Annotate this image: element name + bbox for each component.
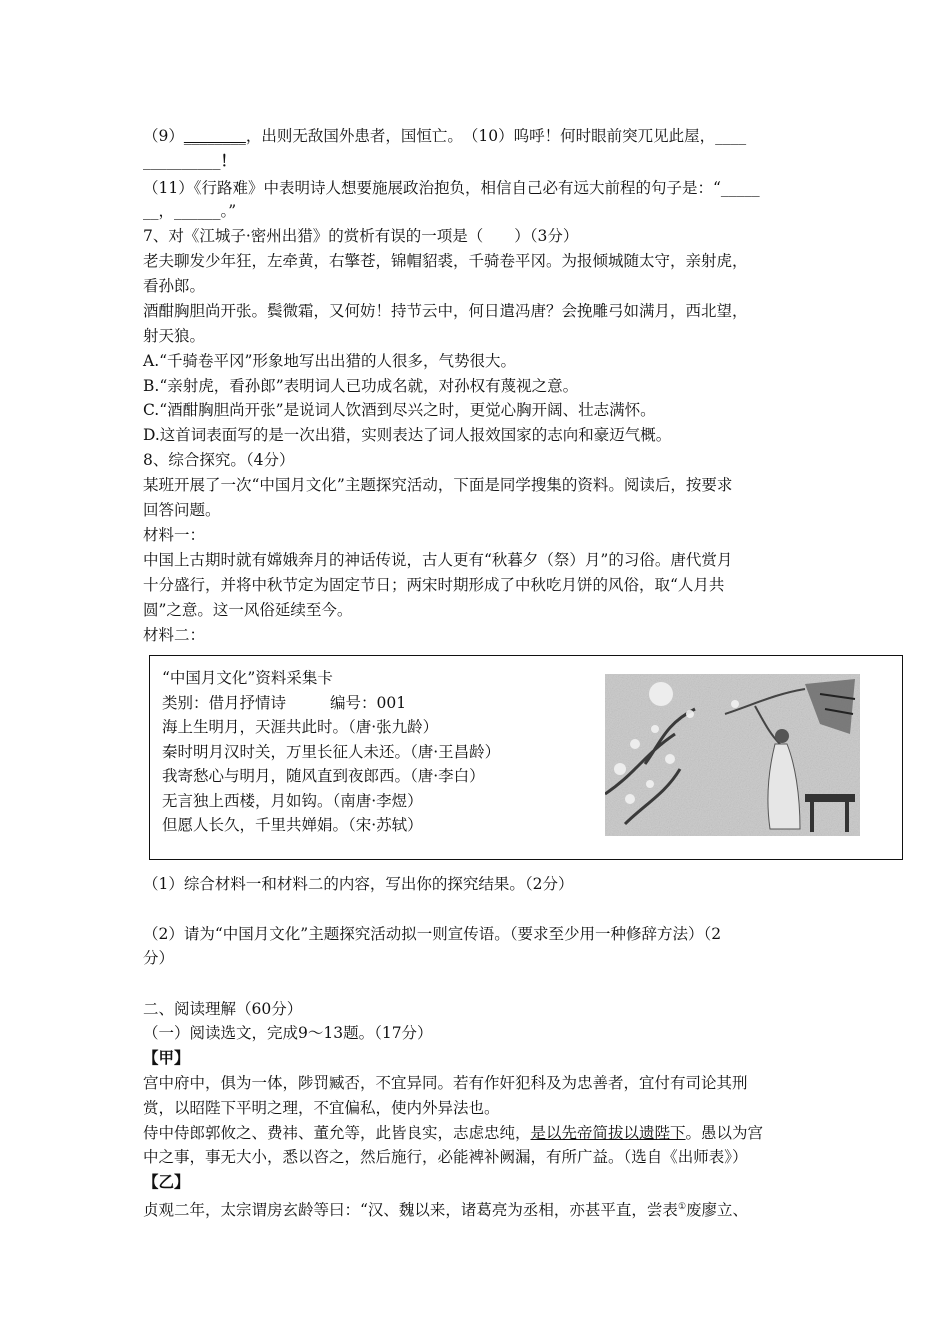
material-1-text: 圆”之意。这一风俗延续至今。: [143, 601, 353, 619]
passage-jia-p2-cont: 中之事，事无大小，悉以咨之，然后施行，必能裨补阙漏，有所广益。（选自《出师表》）: [143, 1148, 748, 1166]
answer-blank[interactable]: _____: [720, 179, 760, 197]
passage-yi-label: 【乙】: [143, 1172, 190, 1191]
section-2-title: 二、阅读理解（60分）: [143, 1000, 303, 1018]
underlined-sentence: 是以先帝简拔以遗陛下: [530, 1124, 686, 1142]
answer-blank[interactable]: __: [143, 202, 159, 220]
question-10-cont: [143, 149, 813, 173]
poem-line: 看孙郎。: [143, 277, 206, 295]
material-1-text: 中国上古期时就有嫦娥奔月的神话传说，古人更有“秋暮夕（祭）月”的习俗。唐代赏月: [143, 551, 733, 569]
q11-text: （11）《行路难》中表明诗人想要施展政治抱负，相信自己必有远大前程的句子是：“: [143, 179, 721, 197]
painting-illustration: [605, 674, 860, 836]
option-c[interactable]: C.“酒酣胸胆尚开张”是说词人饮酒到尽兴之时，更觉心胸开阔、壮志满怀。: [143, 401, 656, 419]
q8-title: 8、综合探究。（4分）: [143, 451, 295, 469]
card-poem: 我寄愁心与明月，随风直到夜郎西。（唐·李白）: [162, 767, 485, 785]
card-title: “中国月文化”资料采集卡: [162, 669, 333, 687]
answer-blank[interactable]: ____: [715, 127, 747, 145]
moon-painting-image: [605, 674, 860, 836]
q8-sub2: （2）请为“中国月文化”主题探究活动拟一则宣传语。（要求至少用一种修辞方法）（2: [143, 925, 722, 943]
q7-title: 7、对《江城子·密州出猎》的赏析有误的一项是（ ）（3分）: [143, 227, 579, 245]
card-poem: 海上生明月，天涯共此时。（唐·张九龄）: [162, 718, 439, 736]
material-1-label: 材料一：: [143, 526, 206, 544]
answer-blank[interactable]: ________: [183, 127, 246, 145]
q10-text: （10）呜呼！何时眼前突兀见此屋，: [470, 127, 716, 145]
passage-jia-p2: [143, 1121, 813, 1145]
card-poem: 秦时明月汉时关，万里长征人未还。（唐·王昌龄）: [162, 743, 501, 761]
passage-yi-text: [143, 1195, 813, 1222]
poem-line: 射天狼。: [143, 327, 206, 345]
q11-end: 。”: [220, 202, 237, 220]
passage-jia-text: 赏，以昭陛下平明之理，不宜偏私，使内外异法也。: [143, 1099, 500, 1117]
material-1-text: 十分盛行，并将中秋节定为固定节日；两宋时期形成了中秋吃月饼的风俗，取“人月共: [143, 576, 725, 594]
passage-jia-text: 宫中府中，俱为一体，陟罚臧否，不宜异同。若有作奸犯科及为忠善者，宜付有司论其刑: [143, 1074, 748, 1092]
question-9-10: [143, 124, 813, 148]
card-poem: 无言独上西楼，月如钩。（南唐·李煜）: [162, 792, 423, 810]
card-number: 编号：001: [330, 694, 407, 712]
poem-line: 酒酣胸胆尚开张。鬓微霜，又何妨！持节云中，何日遣冯唐？会挽雕弓如满月，西北望，: [143, 302, 748, 320]
section-2-sub: （一）阅读选文，完成9～13题。（17分）: [143, 1024, 433, 1042]
option-a[interactable]: A.“千骑卷平冈”形象地写出出猎的人很多，气势很大。: [143, 352, 516, 370]
poem-line: 老夫聊发少年狂，左牵黄，右擎苍，锦帽貂裘，千骑卷平冈。为报倾城随太守，亲射虎，: [143, 252, 748, 270]
card-category: 类别：借月抒情诗: [162, 694, 287, 712]
q9-text: ，出则无敌国外患者，国恒亡。: [245, 127, 456, 145]
q8-intro: 回答问题。: [143, 501, 221, 519]
passage-text: 。愚以为宫: [685, 1124, 764, 1142]
question-11: [143, 176, 813, 200]
passage-text: 废廖立、: [686, 1201, 749, 1220]
question-11-cont: [143, 199, 813, 223]
moon-icon: [649, 682, 673, 706]
passage-jia-label: 【甲】: [143, 1048, 190, 1067]
q11-sep: ，: [158, 202, 175, 220]
q8-intro: 某班开展了一次“中国月文化”主题探究活动，下面是同学搜集的资料。阅读后，按要求: [143, 476, 733, 494]
option-b[interactable]: B.“亲射虎，看孙郎”表明词人已功成名就，对孙权有蔑视之意。: [143, 377, 579, 395]
q10-end: ！: [220, 151, 237, 170]
material-card: [149, 655, 903, 860]
passage-text: 侍中侍郎郭攸之、费祎、董允等，此皆良实，志虑忠纯，: [143, 1124, 531, 1142]
q9-label: （9）: [143, 127, 184, 145]
card-poem: 但愿人长久，千里共婵娟。（宋·苏轼）: [162, 816, 423, 834]
q8-sub1: （1）综合材料一和材料二的内容，写出你的探究结果。（2分）: [143, 875, 574, 893]
answer-blank[interactable]: __________: [143, 152, 221, 170]
option-d[interactable]: D.这首词表面写的是一次出猎，实则表达了词人报效国家的志向和豪迈气概。: [143, 426, 672, 444]
q8-sub2: 分）: [143, 949, 175, 967]
footnote-marker: ①: [677, 1202, 687, 1212]
material-2-label: 材料二：: [143, 626, 206, 644]
answer-blank[interactable]: ______: [174, 202, 221, 220]
passage-text: 贞观二年，太宗谓房玄龄等曰：“汉、魏以来，诸葛亮为丞相，亦甚平直，尝表: [143, 1201, 678, 1220]
